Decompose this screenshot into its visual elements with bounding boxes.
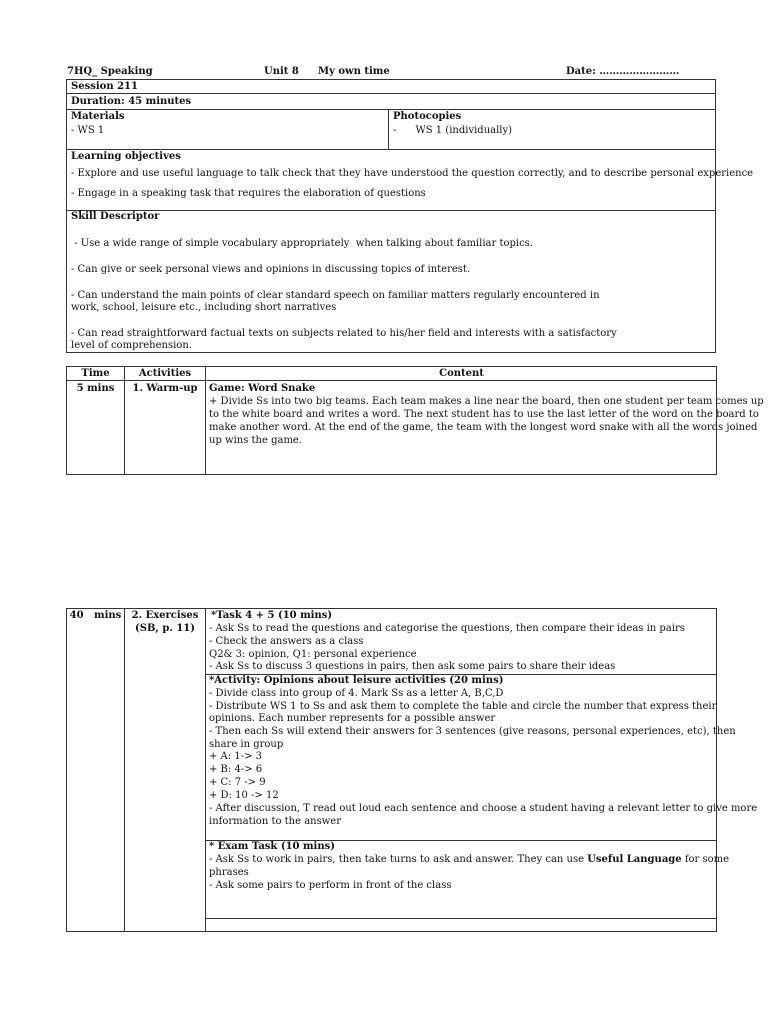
- exercises-table: [66, 608, 758, 932]
- session-number: Session 211: [71, 81, 138, 92]
- exercises-activity: 2. Exercises: [131, 610, 199, 621]
- exam-line: phrases: [209, 867, 249, 878]
- skill-item: - Can understand the main points of clear standard speech on familiar matters regularly encountered in: [71, 290, 600, 301]
- skill-item: - Can give or seek personal views and opinions in discussing topics of interest.: [71, 264, 471, 275]
- activity-line: - After discussion, T read out loud each sentence and choose a student having a relevant letter to give more: [209, 803, 758, 814]
- task-line: - Check the answers as a class: [209, 636, 364, 647]
- activity-line: opinions. Each number represents for a possible answer: [209, 713, 496, 724]
- objective-item: - Engage in a speaking task that requires the elaboration of questions: [71, 188, 426, 199]
- unit-number: Unit 8: [264, 66, 299, 77]
- activity-line: information to the answer: [209, 816, 342, 827]
- activity-line: - Distribute WS 1 to Ss and ask them to complete the table and circle the number that express their: [209, 701, 717, 712]
- materials-label: Materials: [71, 111, 125, 122]
- col-header-content: Content: [439, 368, 484, 379]
- activity-line: + B: 4-> 6: [209, 764, 263, 775]
- skill-item-continued: work, school, leisure etc., including short narratives: [71, 302, 337, 313]
- exercises-time: 40 mins: [69, 610, 122, 621]
- activity-line: + A: 1-> 3: [209, 751, 262, 762]
- activity-line: - Then each Ss will extend their answers for 3 sentences (give reasons, personal experiences, etc), then: [209, 726, 736, 737]
- game-instruction-line: + Divide Ss into two big teams. Each team makes a line near the board, then one student per team comes up: [209, 396, 764, 407]
- task-line: - Ask Ss to discuss 3 questions in pairs, then ask some pairs to share their ideas: [209, 661, 616, 672]
- activity-title: *Activity: Opinions about leisure activities (20 mins): [209, 675, 504, 686]
- skill-item-continued: level of comprehension.: [71, 340, 192, 351]
- photocopies-label: Photocopies: [393, 111, 462, 122]
- exam-line: - Ask Ss to work in pairs, then take turns to ask and answer. They can use Useful Language for some: [209, 854, 730, 865]
- task-line: - Ask Ss to read the questions and categorise the questions, then compare their ideas in pairs: [209, 623, 685, 634]
- col-header-activities: Activities: [138, 368, 192, 379]
- date-field: Date: ……………………: [566, 66, 680, 77]
- duration: Duration: 45 minutes: [71, 96, 192, 107]
- warmup-table: [66, 366, 764, 475]
- game-instruction-line: to the white board and writes a word. The next student has to use the last letter of the word on the board to: [209, 409, 759, 420]
- objectives-label: Learning objectives: [71, 151, 181, 162]
- skill-descriptor-label: Skill Descriptor: [71, 211, 160, 222]
- activity-line: - Divide class into group of 4. Mark Ss as a letter A, B,C,D: [209, 688, 504, 699]
- activity-line: share in group: [209, 739, 284, 750]
- photocopies-item: - WS 1 (individually): [393, 125, 513, 136]
- warmup-activity: 1. Warm-up: [132, 383, 198, 394]
- game-instruction-line: up wins the game.: [209, 435, 303, 446]
- course-title: 7HQ_ Speaking: [67, 66, 153, 77]
- task-line: Q2& 3: opinion, Q1: personal experience: [209, 649, 417, 660]
- game-instruction-line: make another word. At the end of the game, the team with the longest word snake with all the words joined: [209, 422, 758, 433]
- activity-line: + D: 10 -> 12: [209, 790, 279, 801]
- objective-item: - Explore and use useful language to talk check that they have understood the question correctly, and to describe personal experience: [71, 168, 754, 179]
- skill-item: - Use a wide range of simple vocabulary appropriately when talking about familiar topics.: [71, 238, 533, 249]
- task-title: *Task 4 + 5 (10 mins): [211, 610, 333, 621]
- warmup-time: 5 mins: [76, 383, 115, 394]
- exam-title: * Exam Task (10 mins): [209, 841, 335, 852]
- materials-item: - WS 1: [71, 125, 105, 136]
- game-title: Game: Word Snake: [209, 383, 316, 394]
- skill-item: - Can read straightforward factual texts on subjects related to his/her field and interests with a satisfactory: [71, 328, 617, 339]
- exam-line: - Ask some pairs to perform in front of the class: [209, 880, 452, 891]
- activity-line: + C: 7 -> 9: [209, 777, 266, 788]
- session-info-table: [66, 79, 754, 353]
- unit-title: My own time: [318, 66, 390, 77]
- exercises-reference: (SB, p. 11): [135, 623, 195, 634]
- col-header-time: Time: [81, 368, 110, 379]
